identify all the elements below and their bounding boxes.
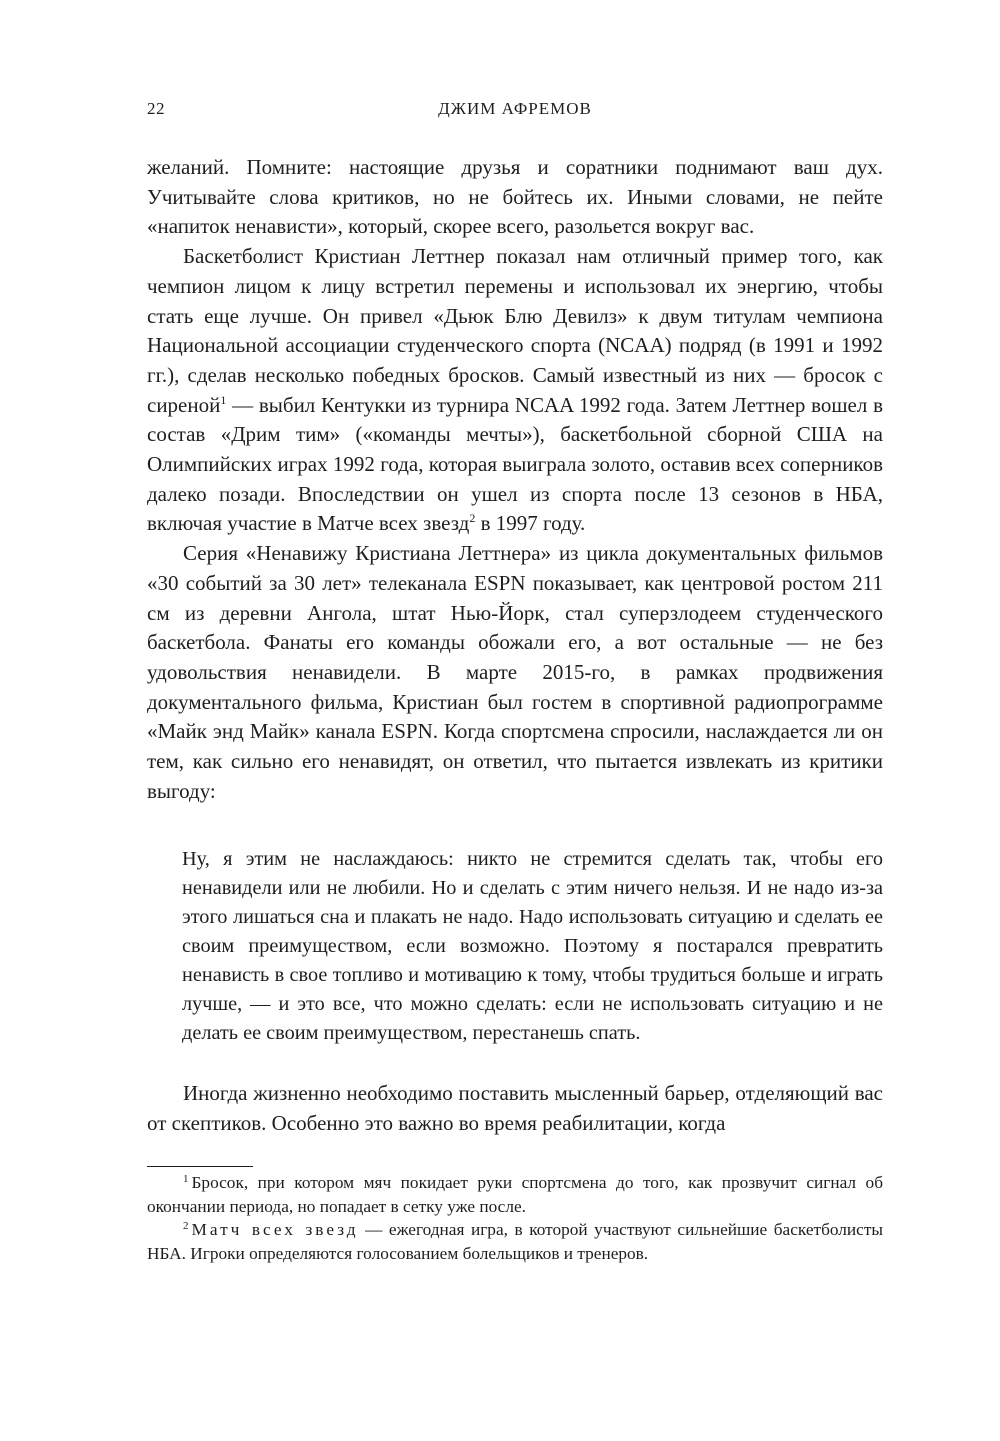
footnote-1 xyxy=(147,1171,883,1218)
quote-text: Ну, я этим не наслаждаюсь: никто не стремится сделать так, чтобы его ненавидели или не любили. Но и сделать с этим ничего нельзя. И не надо из-за этого лишаться сна и плакать не надо. Надо использовать ситуацию и сделать ее своим преимуществом, если возможно. Поэтому я постарался превратить ненависть в свое топливо и мотивацию к тому, чтобы трудиться больше и играть лучше, — и это все, что можно сделать: если не использовать ситуацию и не делать ее своим преимуществом, перестанешь спать. xyxy=(182,848,883,1044)
footnote-separator xyxy=(147,1166,253,1167)
paragraph-text: Иногда жизненно необходимо поставить мысленный барьер, отделяющий вас от скептиков. Особенно это важно во время реабилитации, когда xyxy=(147,1081,883,1135)
running-head xyxy=(147,99,883,123)
paragraph-text: в 1997 году. xyxy=(475,511,586,536)
block-quote xyxy=(182,845,883,1048)
footnote-term: Матч всех звезд xyxy=(191,1220,359,1239)
main-text xyxy=(147,153,883,806)
running-head-author: ДЖИМ АФРЕМОВ xyxy=(438,99,592,118)
footnote-marker: 1 xyxy=(183,1173,189,1185)
footnote-ref-2[interactable]: 2 xyxy=(469,511,476,526)
footnote-text: — ежегодная игра, в которой участвуют сильнейшие баскетболисты НБА. Игроки определяются голосованием болельщиков и тренеров. xyxy=(147,1220,883,1263)
footnote-marker: 2 xyxy=(183,1220,189,1232)
paragraph-text: Баскетболист Кристиан Леттнер показал нам отличный пример того, как чемпион лицом к лицу встретил перемены и использовал их энергию, чтобы стать еще лучше. Он привел «Дьюк Блю Девилз» к двум титулам чемпиона Национальной ассоциации студенческого спорта (NCAA) подряд (в 1991 и 1992 гг.), сделав несколько победных бросков. Самый известный из них — бросок с сиреной xyxy=(147,244,883,417)
footnote-2 xyxy=(147,1218,883,1265)
footnotes xyxy=(147,1171,883,1265)
paragraph-continued: желаний. Помните: настоящие друзья и соратники поднимают ваш дух. Учитывайте слова критиков, но не бойтесь их. Иными словами, не пейте «напиток ненависти», который, скорее всего, разольется вокруг вас. xyxy=(147,155,883,239)
footnote-text: Бросок, при котором мяч покидает руки спортсмена до того, как прозвучит сигнал об окончании периода, но попадает в сетку уже после. xyxy=(147,1173,883,1216)
paragraph-laettner xyxy=(147,242,883,539)
paragraph-text: — выбил Кентукки из турнира NCAA 1992 года. Затем Леттнер вошел в состав «Дрим тим» («команды мечты»), баскетбольной сборной США на Олимпийских играх 1992 года, которая выиграла золото, оставив всех соперников далеко позади. Впоследствии он ушел из спорта после 13 сезонов в НБА, включая участие в Матче всех звезд xyxy=(147,392,883,536)
paragraph-espn-series: Серия «Ненавижу Кристиана Леттнера» из цикла документальных фильмов «30 событий за 30 лет» телеканала ESPN показывает, как центровой ростом 211 см из деревни Ангола, штат Нью-Йорк, стал суперзлодеем студенческого баскетбола. Фанаты его команды обожали его, а вот остальные — не без удовольствия ненавидели. В марте 2015-го, в рамках продвижения документального фильма, Кристиан был гостем в спортивной радиопрограмме «Майк энд Майк» канала ESPN. Когда спортсмена спросили, наслаждается ли он тем, как сильно его ненавидят, он ответил, что пытается извлекать из критики выгоду: xyxy=(147,541,883,803)
footnote-ref-1[interactable]: 1 xyxy=(220,392,227,407)
paragraph-after-quote xyxy=(147,1079,883,1138)
page-number: 22 xyxy=(147,99,165,118)
